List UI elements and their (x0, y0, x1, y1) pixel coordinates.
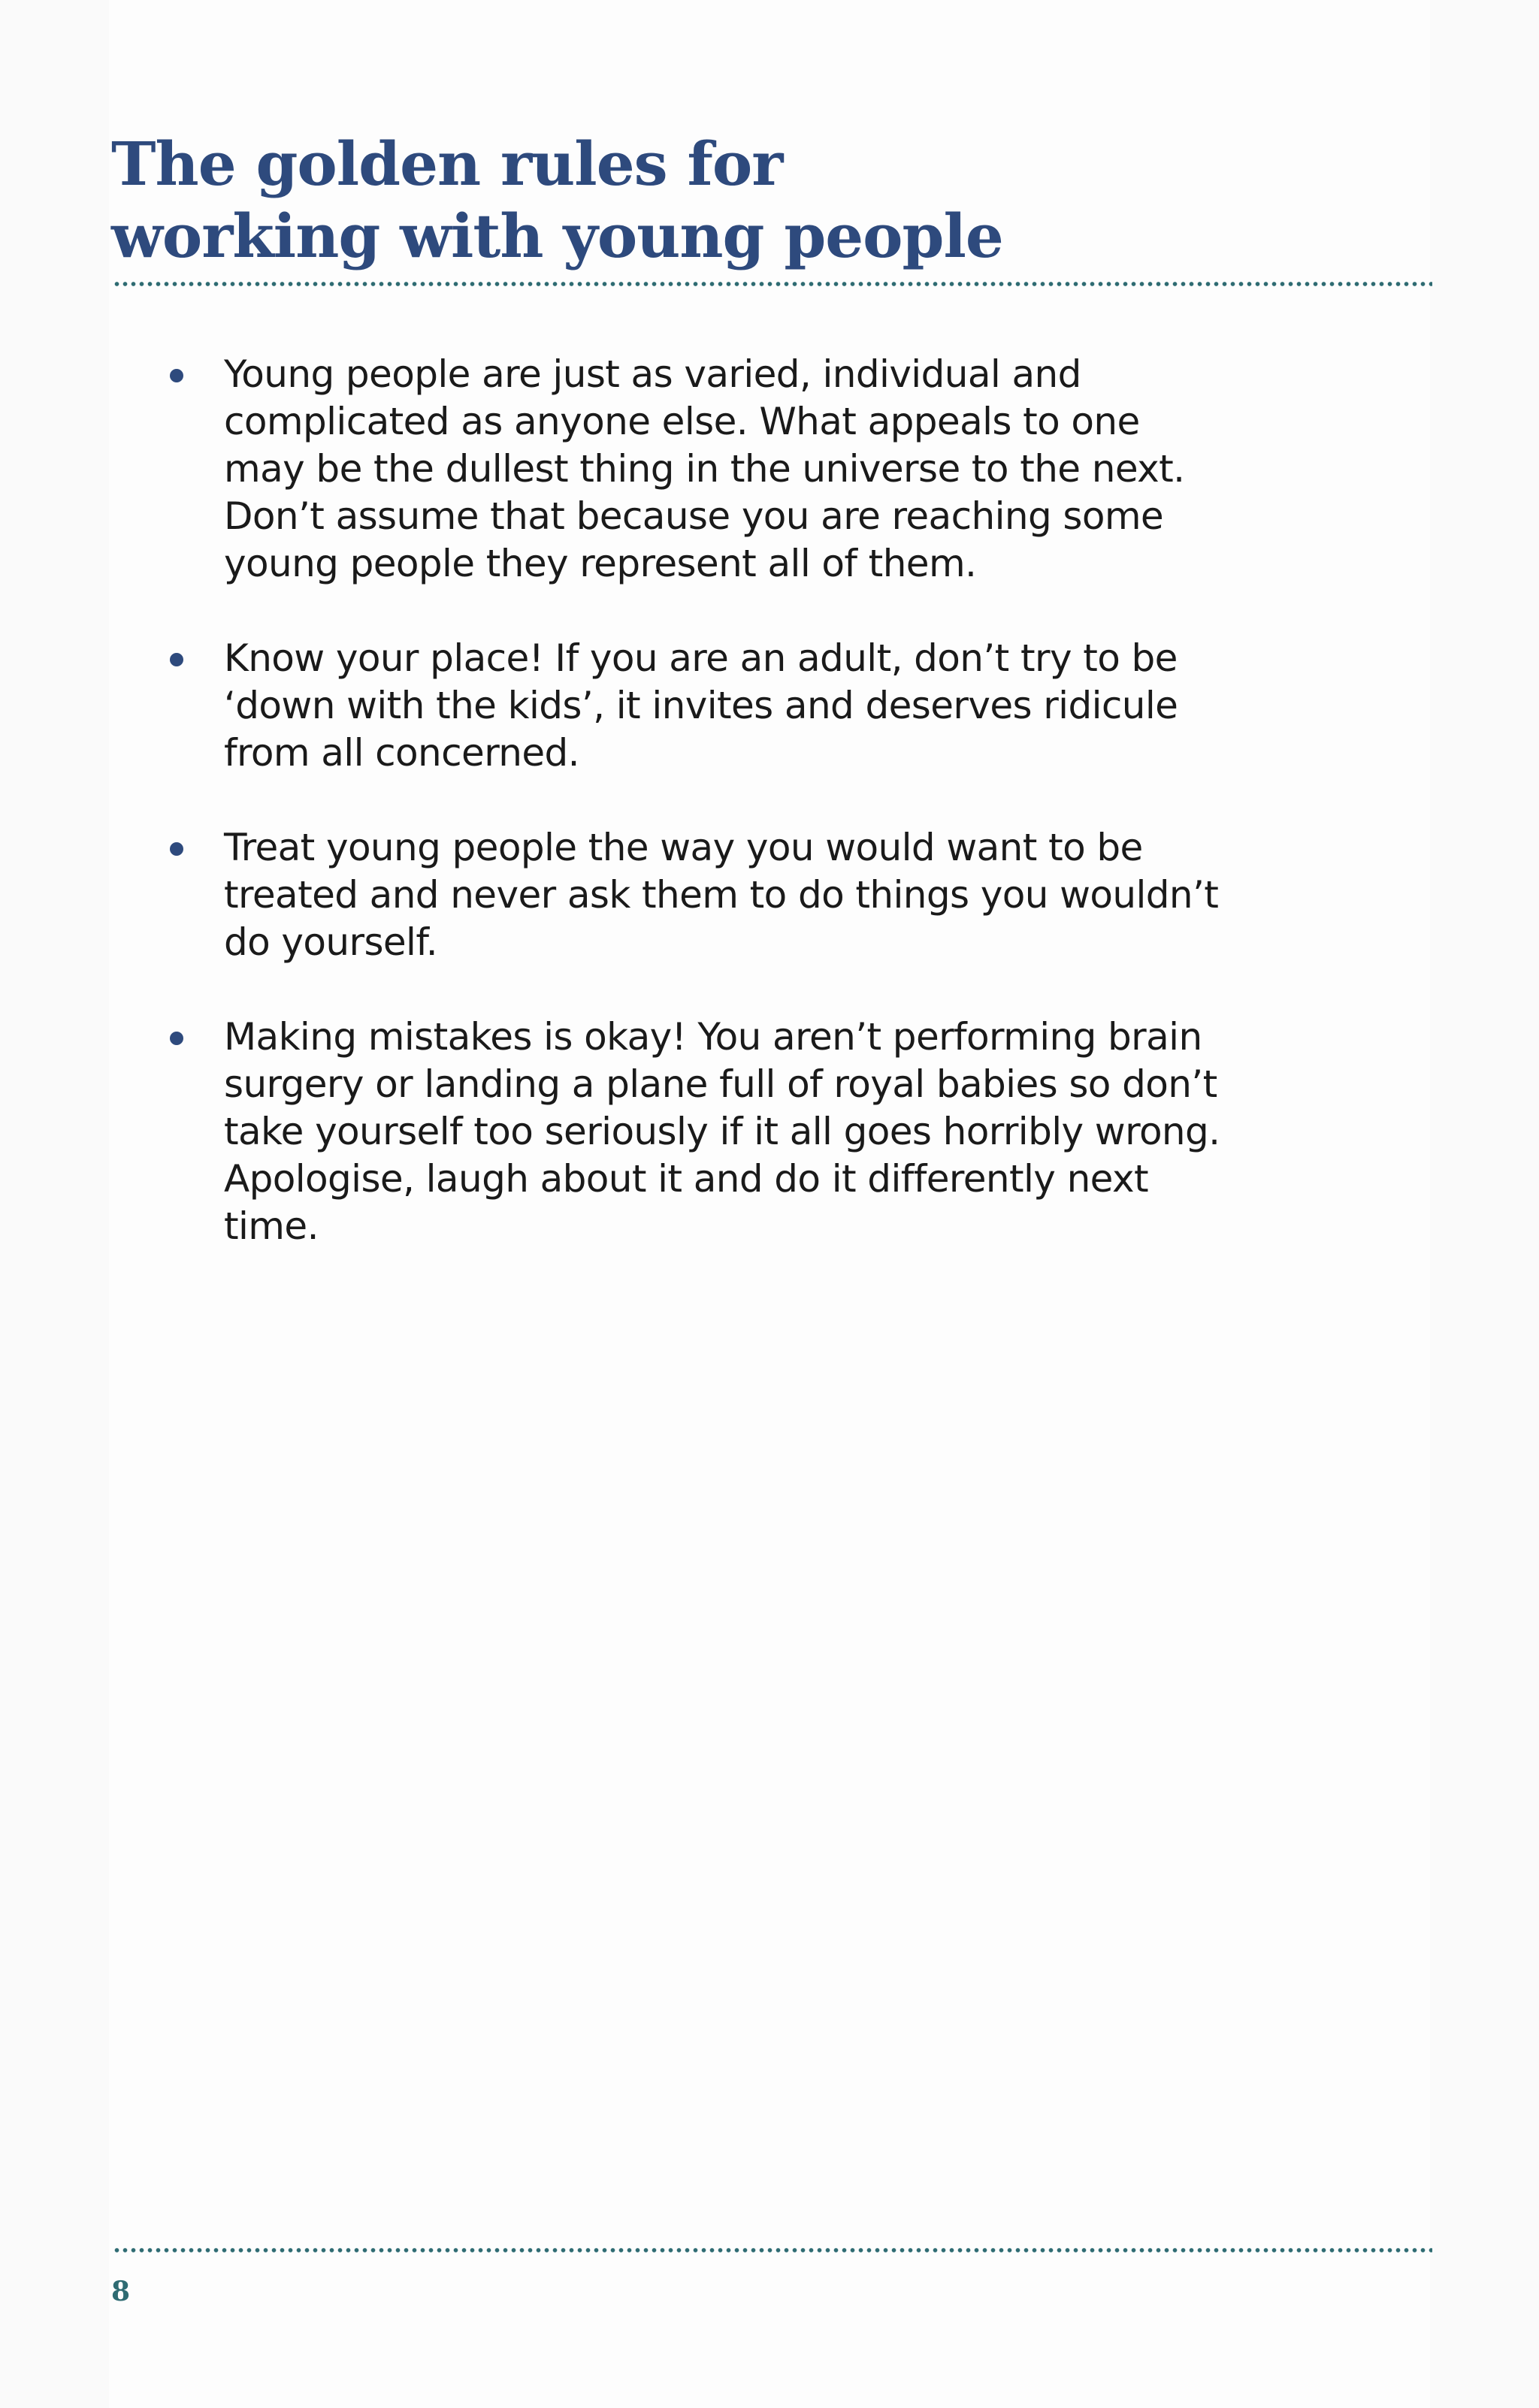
list-item (224, 824, 1231, 966)
page-margin-right (1430, 0, 1539, 2408)
rule-text: Know your place! If you are an adult, don’t try to be ‘down with the kids’, it invites and deserves ridicule from all concerned. (224, 636, 1178, 775)
rules-list (224, 351, 1231, 1298)
page-title-line-1: The golden rules for (111, 128, 783, 199)
list-item (224, 1014, 1231, 1250)
page-title (111, 128, 1003, 272)
bullet-icon (170, 369, 183, 382)
list-item (224, 635, 1231, 777)
list-item (224, 351, 1231, 588)
page-margin-left (0, 0, 109, 2408)
rule-text: Making mistakes is okay! You aren’t performing brain surgery or landing a plane full of royal babies so don’t take yourself too seriously if it all goes horribly wrong. Apologise, laugh about it and do it differently next time. (224, 1015, 1220, 1248)
bullet-icon (170, 1032, 183, 1045)
bullet-icon (170, 842, 183, 856)
dotted-divider-bottom (113, 2246, 1432, 2254)
dotted-divider-top (113, 280, 1432, 288)
page-title-line-2: working with young people (111, 201, 1003, 271)
rule-text: Young people are just as varied, individual and complicated as anyone else. What appeals to one may be the dullest thing in the universe to the next. Don’t assume that because you are reaching some young people they represent all of them. (224, 352, 1185, 585)
bullet-icon (170, 653, 183, 666)
page-number: 8 (111, 2276, 131, 2307)
rule-text: Treat young people the way you would want to be treated and never ask them to do things you wouldn’t do yourself. (224, 826, 1219, 964)
